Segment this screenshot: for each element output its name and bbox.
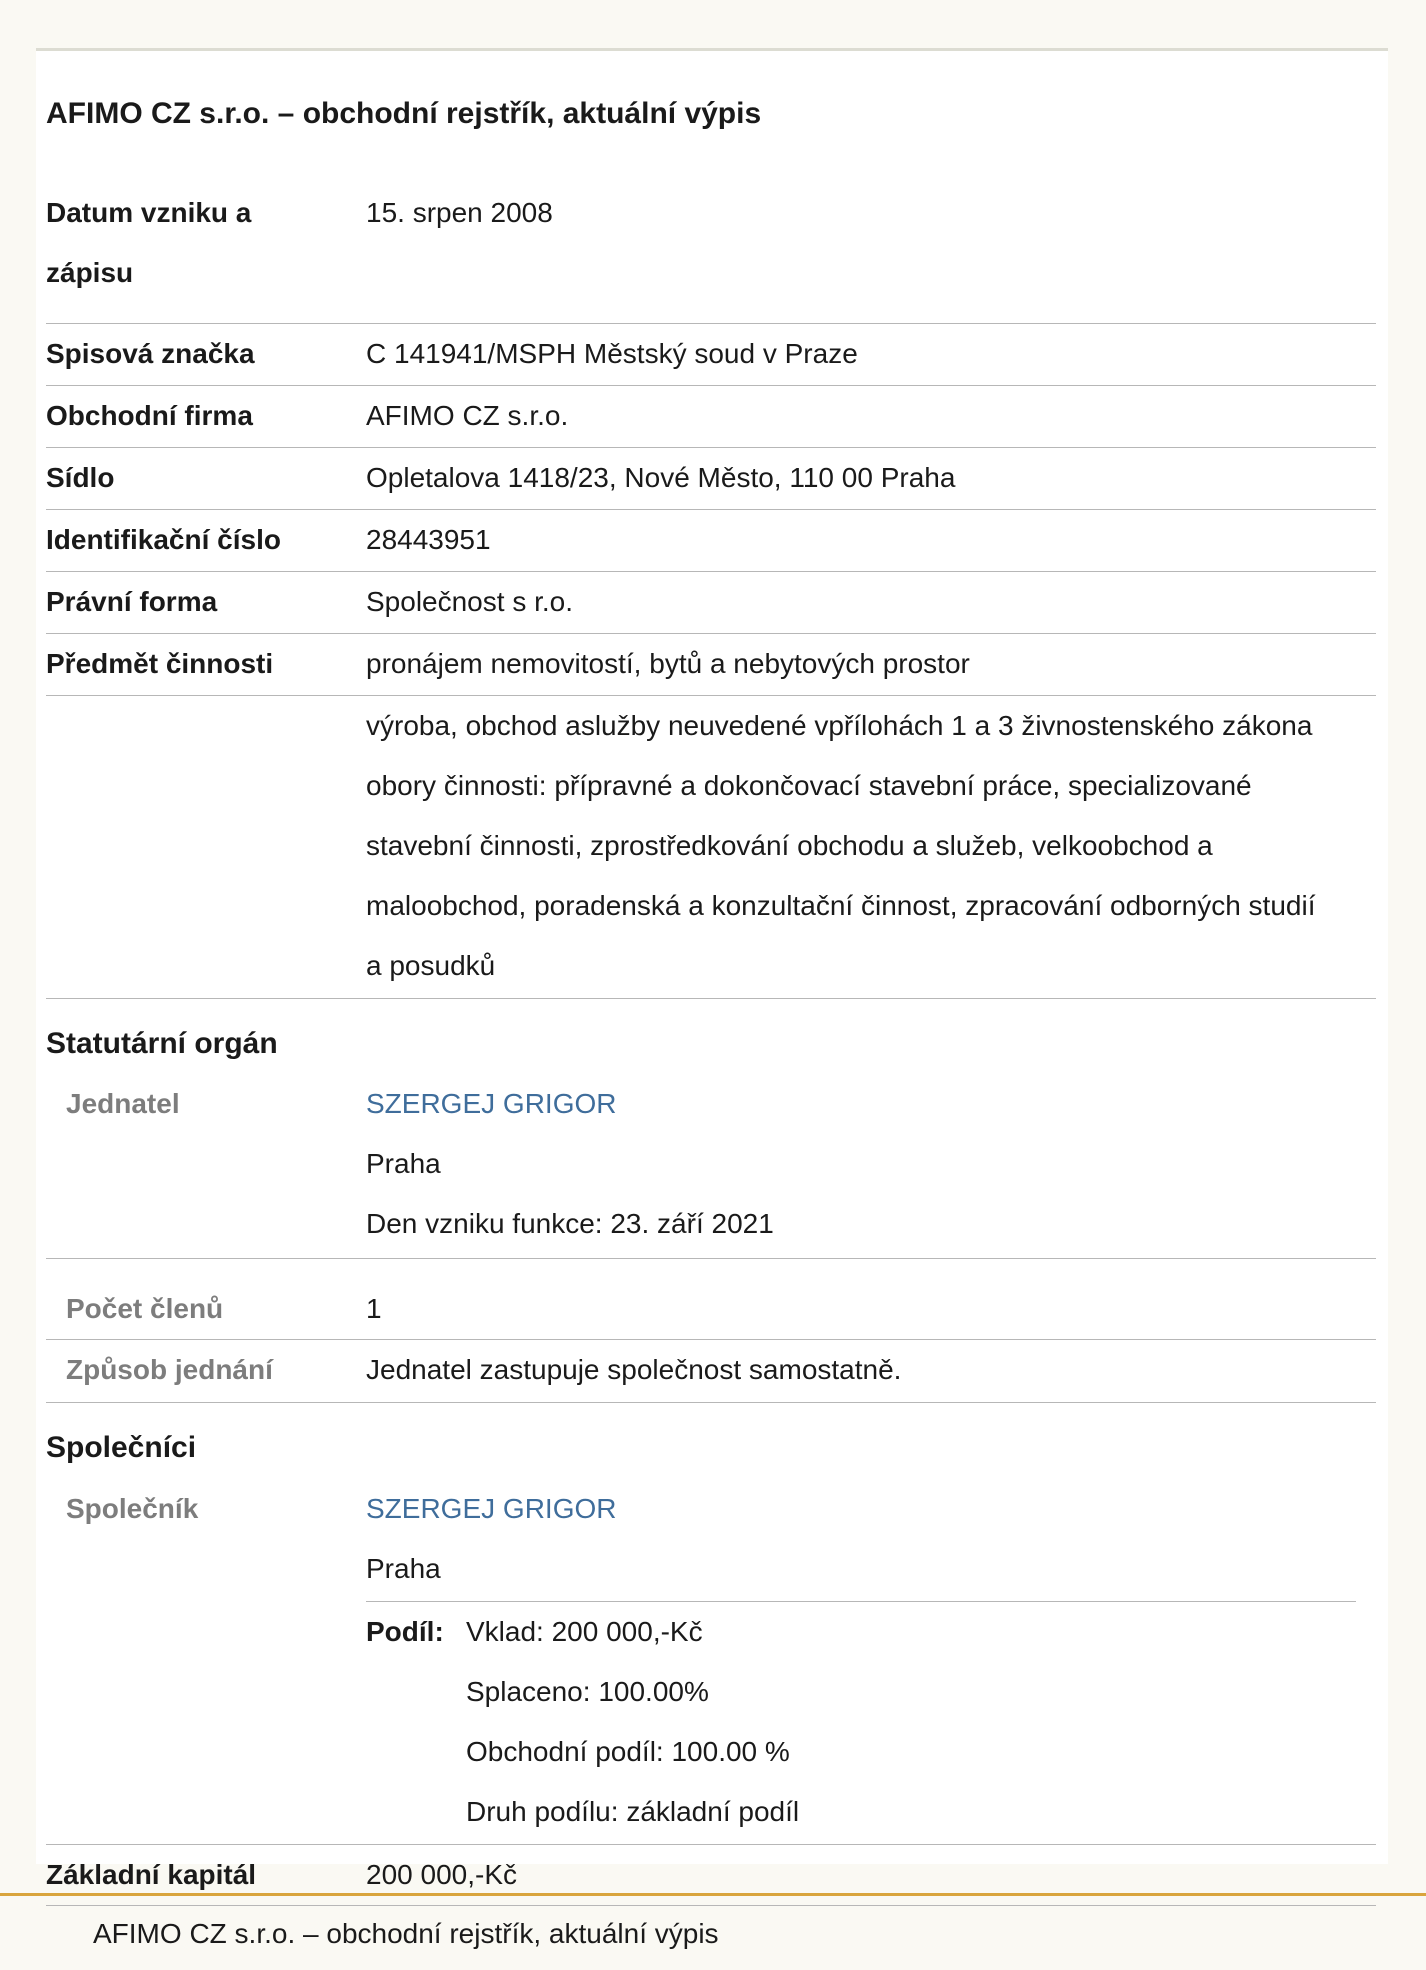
- row-value: 15. srpen 2008: [366, 197, 553, 228]
- row-value: [366, 1074, 1386, 1254]
- row-value: pronájem nemovitostí, bytů a nebytových prostor: [366, 648, 970, 679]
- text-line: maloobchod, poradenská a konzultační činnost, zpracování odborných studií: [366, 890, 1316, 921]
- row-value: 200 000,-Kč: [366, 1859, 517, 1890]
- row-label: Identifikační číslo: [46, 524, 281, 555]
- row-datum-vzniku: [46, 183, 1376, 324]
- row-label: Společník: [66, 1493, 199, 1524]
- row-label: Předmět činnosti: [46, 648, 274, 679]
- footer-text: AFIMO CZ s.r.o. – obchodní rejstřík, aktuální výpis: [93, 1918, 719, 1949]
- row-spolecnik: [46, 1479, 1376, 1845]
- row-identifikacni-cislo: [46, 510, 1376, 572]
- row-predmet-cinnosti-2: [46, 696, 1376, 999]
- section-heading-spolecnici: Společníci: [46, 1431, 197, 1464]
- row-zpusob-jednani: [46, 1340, 1376, 1403]
- text-line: a posudků: [366, 950, 496, 981]
- row-value: [366, 696, 1386, 996]
- row-value: Jednatel zastupuje společnost samostatně.: [366, 1354, 902, 1385]
- podil-block: [366, 1601, 1356, 1842]
- row-label: Sídlo: [46, 462, 115, 493]
- podil-obchodni: Obchodní podíl: 100.00 %: [466, 1736, 790, 1767]
- text-line: stavební činnosti, zprostředkování obchodu a služeb, velkoobchod a: [366, 830, 1213, 861]
- podil-splaceno: Splaceno: 100.00%: [466, 1676, 709, 1707]
- row-value: 28443951: [366, 524, 491, 555]
- row-label: Způsob jednání: [66, 1354, 273, 1385]
- jednatel-since: Den vzniku funkce: 23. září 2021: [366, 1208, 774, 1239]
- row-label: Počet členů: [66, 1293, 224, 1324]
- row-pravni-forma: [46, 572, 1376, 634]
- row-label: Základní kapitál: [46, 1859, 257, 1890]
- row-jednatel: [46, 1074, 1376, 1259]
- row-value: 1: [366, 1293, 382, 1324]
- row-label: Jednatel: [66, 1088, 180, 1119]
- podil-vklad: Vklad: 200 000,-Kč: [466, 1616, 703, 1647]
- text-line: výroba, obchod aslužby neuvedené vpřílohách 1 a 3 živnostenského zákona: [366, 710, 1313, 741]
- row-value: AFIMO CZ s.r.o.: [366, 400, 569, 431]
- row-obchodni-firma: [46, 386, 1376, 448]
- row-label: Spisová značka: [46, 338, 255, 369]
- row-label: Obchodní firma: [46, 400, 253, 431]
- label-line-1: Datum vzniku a: [46, 197, 252, 228]
- row-label: [46, 183, 251, 303]
- podil-values: [466, 1602, 799, 1842]
- page-title: AFIMO CZ s.r.o. – obchodní rejstřík, aktuální výpis: [46, 97, 762, 130]
- jednatel-city: Praha: [366, 1148, 441, 1179]
- registry-card: [36, 51, 1388, 1890]
- section-heading-statutarni: Statutární orgán: [46, 1027, 278, 1060]
- row-value: [366, 1479, 1386, 1599]
- podil-label: Podíl:: [366, 1616, 444, 1647]
- row-value: Opletalova 1418/23, Nové Město, 110 00 Praha: [366, 462, 956, 493]
- spolecnik-city: Praha: [366, 1553, 441, 1584]
- row-spisova-znacka: [46, 324, 1376, 386]
- row-zakladni-kapital: [46, 1845, 1376, 1906]
- row-label: Právní forma: [46, 586, 218, 617]
- spolecnik-name-link[interactable]: SZERGEJ GRIGOR: [366, 1493, 617, 1524]
- row-value: Společnost s r.o.: [366, 586, 574, 617]
- row-predmet-cinnosti: [46, 634, 1376, 696]
- row-pocet-clenu: [46, 1275, 1376, 1340]
- row-value: C 141941/MSPH Městský soud v Praze: [366, 338, 858, 369]
- footer-rule: [0, 1893, 1426, 1896]
- podil-druh: Druh podílu: základní podíl: [466, 1796, 800, 1827]
- label-line-2: zápisu: [46, 257, 134, 288]
- text-line: obory činnosti: přípravné a dokončovací stavební práce, specializované: [366, 770, 1252, 801]
- row-sidlo: [46, 448, 1376, 510]
- jednatel-name-link[interactable]: SZERGEJ GRIGOR: [366, 1088, 617, 1119]
